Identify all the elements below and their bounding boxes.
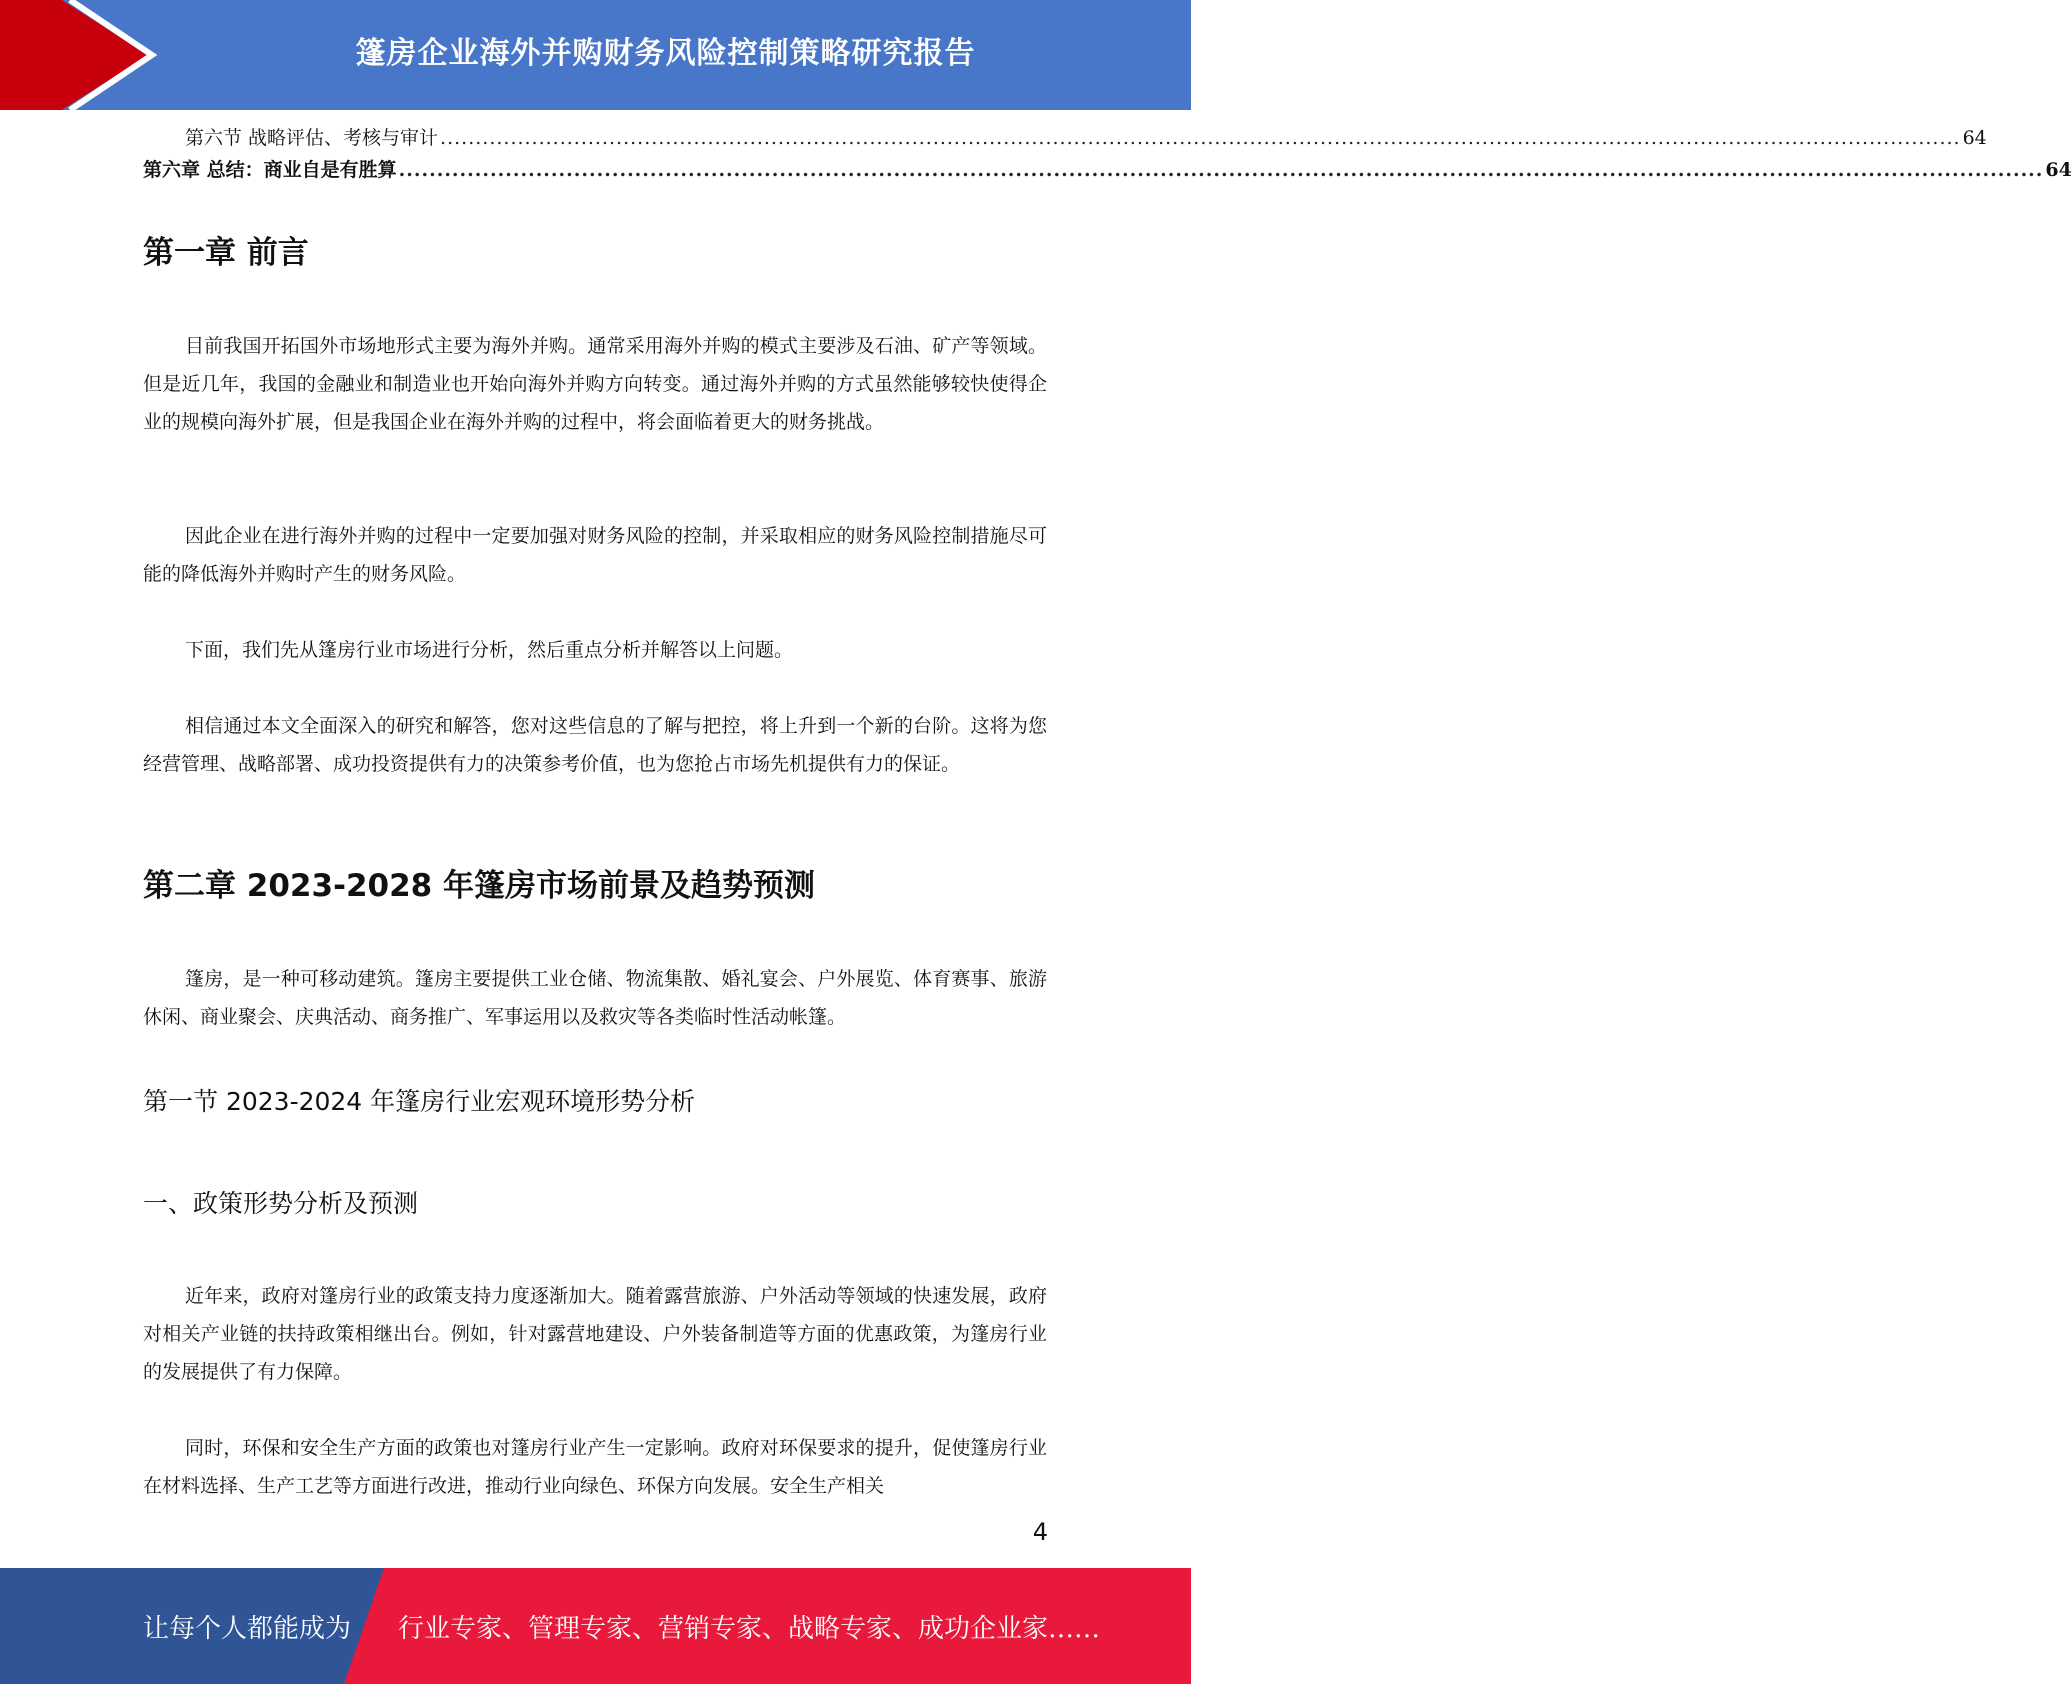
page-footer [0,1568,1191,1684]
section-title: 第一节 2023-2024 年篷房行业宏观环境形势分析 [143,1087,696,1116]
header-red-arrow [0,0,148,110]
chapter1-paragraph [143,517,1047,593]
toc-entry-label: 第六章 总结：商业自是有胜算 [143,159,397,181]
chapter-title: 第二章 2023-2028 年篷房市场前景及趋势预测 [143,868,816,904]
chapter2-section [143,864,1047,908]
paragraph: 因此企业在进行海外并购的过程中一定要加强对财务风险的控制，并采取相应的财务风险控制措施尽可能的降低海外并购时产生的财务风险。 [143,525,1047,585]
section-heading-wrap [143,1084,1047,1120]
subsection-title: 一、政策形势分析及预测 [143,1189,419,1218]
paragraph: 下面，我们先从篷房行业市场进行分析，然后重点分析并解答以上问题。 [185,639,794,661]
toc-entry-page: 64 [1962,127,1987,149]
paragraph: 目前我国开拓国外市场地形式主要为海外并购。通常采用海外并购的模式主要涉及石油、矿产等领域。但是近几年，我国的金融业和制造业也开始向海外并购方向转变。通过海外并购的方式虽然能够较快使得企业的规模向海外扩展，但是我国企业在海外并购的过程中，将会面临着更大的财务挑战。 [143,335,1047,433]
toc-leader-dots: ........................................................................................................................................................................................................................ [440,127,1961,149]
subsection-heading-wrap [143,1186,1047,1222]
footer-slogan-right: 行业专家、管理专家、营销专家、战略专家、成功企业家…… [398,1614,1101,1644]
paragraph: 近年来，政府对篷房行业的政策支持力度逐渐加大。随着露营旅游、户外活动等领域的快速发展，政府对相关产业链的扶持政策相继出台。例如，针对露营地建设、户外装备制造等方面的优惠政策，为篷房行业的发展提供了有力保障。 [143,1285,1047,1383]
policy-paragraph [143,1429,1047,1505]
paragraph: 相信通过本文全面深入的研究和解答，您对这些信息的了解与把控，将上升到一个新的台阶。这将为您经营管理、战略部署、成功投资提供有力的决策参考价值，也为您抢占市场先机提供有力的保证。 [143,715,1047,775]
toc-entry[interactable] [143,122,1987,154]
toc-leader-dots: ........................................................................................................................................................................................................................ [398,159,2044,181]
toc-entry[interactable] [143,154,2072,186]
toc-entry-page: 64 [2045,159,2072,181]
paragraph: 篷房，是一种可移动建筑。篷房主要提供工业仓储、物流集散、婚礼宴会、户外展览、体育赛事、旅游休闲、商业聚会、庆典活动、商务推广、军事运用以及救灾等各类临时性活动帐篷。 [143,968,1047,1028]
toc-entry-label: 第六节 战略评估、考核与审计 [185,127,439,149]
paragraph: 同时，环保和安全生产方面的政策也对篷房行业产生一定影响。政府对环保要求的提升，促使篷房行业在材料选择、生产工艺等方面进行改进，推动行业向绿色、环保方向发展。安全生产相关 [143,1437,1047,1497]
chapter1-paragraph [143,327,1047,441]
page-number: 4 [1032,1518,1048,1546]
chapter2-paragraph [143,960,1047,1036]
header-title: 篷房企业海外并购财务风险控制策略研究报告 [355,36,976,71]
policy-paragraph [143,1277,1047,1391]
document-body [143,122,2072,186]
chapter1-section [143,231,1047,275]
chapter1-paragraph [143,707,1047,783]
chapter1-paragraph [143,631,1047,669]
chapter-title: 第一章 前言 [143,235,309,271]
page-header [0,0,1191,110]
footer-slogan-left: 让每个人都能成为 [143,1614,352,1644]
